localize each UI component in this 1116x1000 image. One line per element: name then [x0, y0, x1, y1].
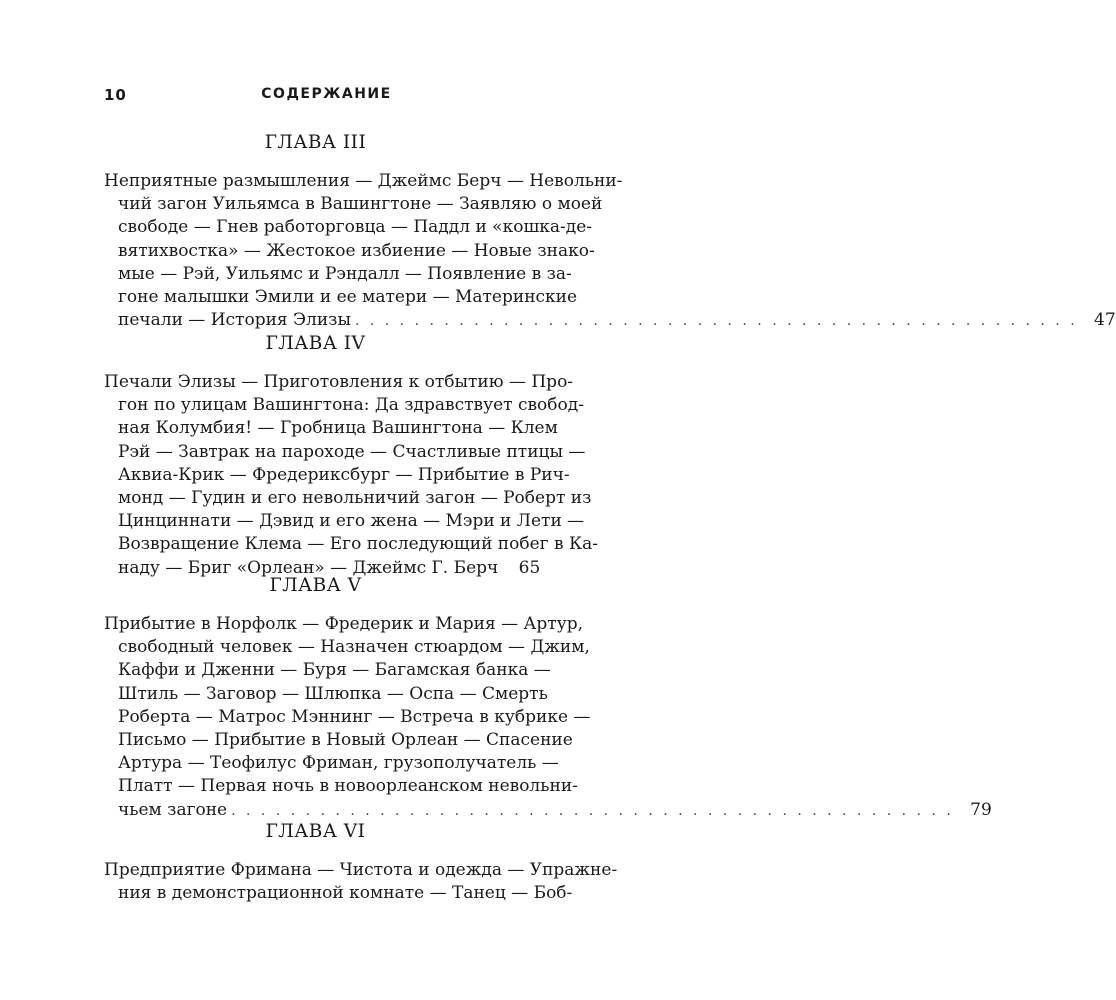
running-title: СОДЕРЖАНИЕ [261, 86, 392, 102]
synopsis-line: свободе — Гнев работорговца — Паддл и «кошка-де- [118, 217, 593, 238]
chapter-heading: ГЛАВА VI [265, 821, 366, 842]
synopsis-line: Цинциннати — Дэвид и его жена — Мэри и Лети — [118, 511, 585, 532]
synopsis-line: ная Колумбия! — Гробница Вашингтона — Клем [118, 418, 558, 439]
synopsis-line: Штиль — Заговор — Шлюпка — Оспа — Смерть [118, 683, 548, 704]
synopsis-line: Предприятие Фримана — Чистота и одежда — Упражне- [104, 860, 618, 880]
synopsis-line: наду — Бриг «Орлеан» — Джеймс Г. Берч [118, 557, 499, 578]
page-number: 10 [104, 86, 127, 104]
chapter-page-number: 47 [1094, 310, 1116, 331]
synopsis-line: печали — История Элизы [118, 310, 351, 331]
chapter-3-entry [104, 131, 1116, 332]
synopsis-line: Возвращение Клема — Его последующий побег в Ка- [118, 534, 598, 555]
synopsis-line: мые — Рэй, Уильямс и Рэндалл — Появление в за- [118, 263, 572, 284]
chapter-heading: ГЛАВА V [269, 575, 362, 596]
chapter-synopsis [104, 613, 992, 822]
synopsis-line: Письмо — Прибытие в Новый Орлеан — Спасение [118, 729, 573, 750]
leader-dots: . . . . . . . . . . . . . . . . . . . . . . . . . . . . . . . . . . . . . . . . . . . . . . . . . [231, 802, 954, 819]
chapter-5-entry [104, 574, 992, 822]
leader-dots: . . . . . . . . . . . . . . . . . . . . . . . . . . . . . . . . . . . . . . . . . . . . . . . . . [354, 313, 1078, 330]
chapter-page-number: 65 [518, 557, 541, 578]
chapter-synopsis [104, 859, 618, 905]
synopsis-line: гон по улицам Вашингтона: Да здравствует свобод- [118, 395, 584, 416]
synopsis-line: Артура — Теофилус Фриман, грузополучатель — [118, 753, 559, 774]
synopsis-line: монд — Гудин и его невольничий загон — Роберт из [118, 487, 592, 508]
synopsis-line: чьем загоне [118, 799, 228, 820]
synopsis-line: свободный человек — Назначен стюардом — Джим, [118, 637, 590, 658]
synopsis-line: Платт — Первая ночь в новоорлеанском невольни- [118, 776, 578, 797]
synopsis-line: вятихвостка» — Жестокое избиение — Новые знако- [118, 240, 595, 261]
synopsis-line: Каффи и Дженни — Буря — Багамская банка — [118, 660, 551, 681]
synopsis-line: гоне малышки Эмили и ее матери — Материнские [118, 286, 578, 307]
synopsis-line: Печали Элизы — Приготовления к отбытию — Про- [104, 372, 574, 392]
synopsis-line: Прибытие в Норфолк — Фредерик и Мария — Артур, [104, 614, 583, 634]
chapter-synopsis [104, 170, 1116, 332]
chapter-4-entry [104, 332, 598, 580]
chapter-page-number: 79 [970, 799, 992, 820]
synopsis-line: Неприятные размышления — Джеймс Берч — Невольни- [104, 171, 623, 191]
synopsis-line: Аквиа-Крик — Фредериксбург — Прибытие в Рич- [118, 464, 570, 485]
synopsis-line: ния в демонстрационной комнате — Танец — Боб- [118, 883, 573, 904]
running-head [104, 86, 527, 108]
synopsis-last-line [104, 309, 1116, 332]
synopsis-last-line [104, 799, 992, 822]
chapter-heading: ГЛАВА III [264, 132, 367, 153]
chapter-synopsis [104, 371, 598, 580]
synopsis-line: чий загон Уильямса в Вашингтоне — Заявляю о моей [118, 194, 603, 215]
synopsis-line: Рэй — Завтрак на пароходе — Счастливые птицы — [118, 441, 586, 462]
synopsis-line: Роберта — Матрос Мэннинг — Встреча в кубрике — [118, 706, 591, 727]
chapter-6-entry [104, 820, 618, 905]
chapter-heading: ГЛАВА IV [265, 333, 366, 354]
